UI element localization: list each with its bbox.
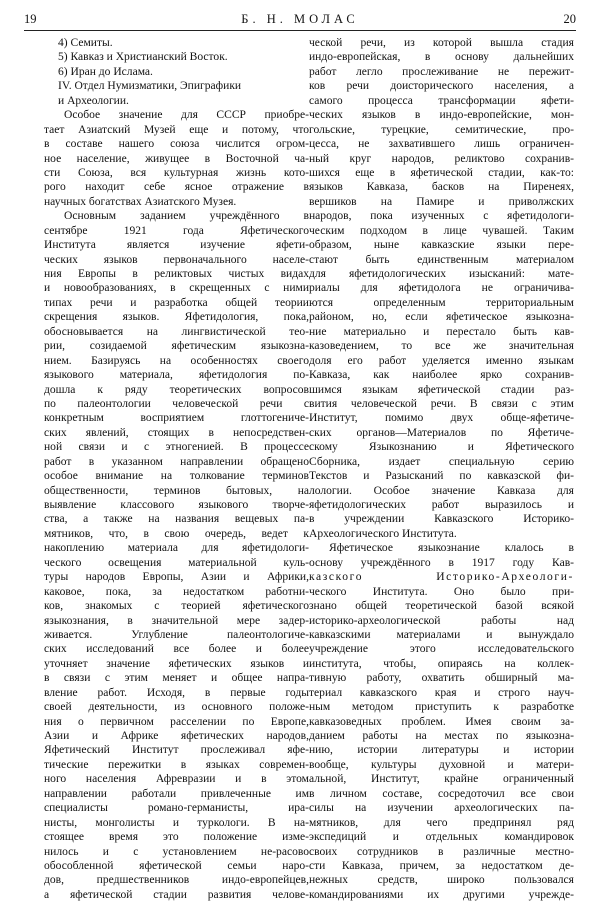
text-line: скрещения языков. Яфетидология, пока, bbox=[44, 311, 309, 324]
text-line: ских явлений, стоящих в непосредствен- bbox=[44, 426, 309, 439]
text-line: ческой речи, из которой вышла стадия bbox=[309, 37, 574, 49]
text-line: Сборника, издает специальную серию bbox=[309, 455, 574, 468]
text-line: мятников, для чего предпринял ряд bbox=[309, 816, 574, 829]
text-line: нилось и с установлением не-расово bbox=[44, 845, 309, 858]
text-line: языкознания, в значительной мере задер- bbox=[44, 614, 309, 627]
text-line: языкового материала, яфетидология по- bbox=[44, 369, 309, 382]
text-line: сентябре 1921 года Яфетического bbox=[44, 224, 309, 237]
running-title: Б. Н. МОЛАС bbox=[241, 12, 359, 26]
text-line: учреждение этого исследовательского bbox=[309, 643, 574, 656]
text-line: ной связи и с этногенией. В процессе bbox=[44, 441, 309, 454]
text-line: Текстов и Разысканий по кавказской фи- bbox=[309, 470, 574, 483]
text-line: народов, пока изученных с яфетидологи- bbox=[309, 210, 574, 223]
text-line: по палеонтологии человеческой речи с bbox=[44, 397, 309, 410]
running-header bbox=[24, 8, 576, 30]
text-line: нию, истории литературы и истории bbox=[309, 744, 574, 757]
text-line: работ легло прослеживание не пережит- bbox=[309, 65, 574, 78]
text-line: кавказскими материалами и вынуждало bbox=[309, 628, 574, 641]
section-heading: IV. Отдел Нумизматики, Эпиграфики bbox=[58, 80, 242, 93]
text-line: ного населения Афревразии и в этом bbox=[44, 773, 309, 786]
text-line: рого находит себе ясное отражение в bbox=[44, 181, 309, 194]
text-line: яфетидологических работ выразилось и bbox=[309, 499, 574, 511]
text-line: ства, а также на названия вещевых па- bbox=[44, 513, 309, 526]
text-line: риалы для яфетидолога не ограничива- bbox=[309, 282, 574, 295]
text-line: работ в указанном направлении обращено bbox=[44, 455, 309, 468]
text-line: научных богатствах Азиатского Музея. bbox=[44, 195, 237, 208]
text-line: накоплению материала для яфетидологи- bbox=[44, 542, 309, 555]
text-line: в личном составе, сосредоточил все свои bbox=[309, 787, 574, 800]
text-line: мятников, что, в свою очередь, ведет к bbox=[44, 527, 309, 540]
text-line: экспедиций и отдельных командировок bbox=[309, 831, 574, 844]
text-line: Основным заданием учреждённого в bbox=[64, 210, 309, 223]
text-line: ния о первичном расселении по Европе, bbox=[44, 715, 309, 728]
text-line: ских органов—Материалов по Яфетиче- bbox=[309, 426, 574, 439]
text-line: ческих языков первоначального населе- bbox=[44, 253, 309, 266]
section-heading: и Археологии. bbox=[58, 94, 129, 107]
text-line: уточняет значение яфетических языков и bbox=[44, 657, 309, 670]
text-line: тает Азиатский Музей еще и потому, что bbox=[44, 123, 309, 136]
text-line: лологии. Особое значение Кавказа для bbox=[309, 484, 574, 497]
text-line: альной, Институт, крайне ограниченный bbox=[309, 773, 574, 786]
text-line: ния Европы в реликтовых чистых видах bbox=[44, 268, 309, 280]
header-rule bbox=[24, 30, 576, 31]
text-line: ков, знакомых с теорией яфетического bbox=[44, 600, 309, 613]
text-line: в составе нашего союза числится огром- bbox=[44, 138, 309, 151]
text-line: самого процесса трансформации яфети- bbox=[309, 94, 574, 107]
text-line: Особое значение для СССР приобре- bbox=[64, 109, 309, 122]
text-line: и новообразованиях, в скрещенных с ними bbox=[44, 282, 309, 295]
text-line: выявление классового языкового творче- bbox=[44, 499, 309, 511]
text-line: дошла к ряду теоретических вопросов bbox=[44, 383, 309, 396]
text-line: кавказоведных проблем. Имея своим за- bbox=[309, 715, 574, 728]
left-column bbox=[44, 36, 309, 902]
text-line: в связи с этим меняет и общее напра- bbox=[44, 672, 309, 685]
text-line: тивную работу, охватить обширный ма- bbox=[309, 672, 574, 685]
list-item: 5) Кавказ и Христианский Восток. bbox=[58, 51, 228, 64]
text-line: Яфетический Институт прослеживал яфе- bbox=[44, 744, 309, 757]
right-column bbox=[309, 36, 574, 902]
text-line: языков Кавказа, басков на Пиренеях, bbox=[309, 181, 574, 194]
text-line: ческого освещения материальной куль- bbox=[44, 556, 309, 569]
text-line: Яфетическое языкознание клалось в bbox=[329, 542, 574, 555]
text-line: Института является изучение яфети- bbox=[44, 239, 309, 252]
text-line: института, чтобы, опираясь на коллек- bbox=[309, 657, 574, 670]
text-line: живается. Углубление палеонтологиче- bbox=[44, 628, 309, 641]
text-line: ние материально и перестало быть кав- bbox=[309, 325, 574, 338]
text-line: сти Кавказа, причем, за недостатком де- bbox=[309, 859, 574, 872]
text-line: дов, предшественников индо-европейцев, bbox=[44, 874, 309, 887]
text-line: специалисты романо-германисты, ира- bbox=[44, 802, 309, 815]
text-line: ских исследований все более и более bbox=[44, 643, 309, 656]
text-line: вление работ. Исходя, в первые годы bbox=[44, 686, 309, 699]
text-line: туры народов Европы, Азии и Африки, bbox=[44, 571, 309, 584]
text-line: районом, но, если яфетическое языкозна- bbox=[309, 311, 574, 324]
text-line: гольские, турецкие, семитические, про- bbox=[309, 123, 574, 136]
text-line: данием работы на местах по языкозна- bbox=[309, 730, 574, 742]
text-line: казского Историко-Археологи- bbox=[309, 571, 574, 584]
text-line: ное население, живущее в Восточной ча- bbox=[44, 152, 309, 165]
text-line: для яфетидологических изысканий: мате- bbox=[309, 268, 574, 280]
text-line: вершиков на Памире и приволжских bbox=[309, 195, 574, 208]
text-line: вития человеческой речи. В связи с этим bbox=[309, 397, 574, 410]
text-line: образом, ныне кавказские языки пере- bbox=[309, 239, 574, 252]
text-line: стоящее время это положение изме- bbox=[44, 831, 309, 844]
text-line: ный круг народов, реликтово сохранив- bbox=[309, 152, 574, 165]
text-line: а яфетической стадии развития челове- bbox=[44, 888, 309, 901]
text-line: Археологического Института. bbox=[309, 527, 457, 540]
text-line: ются определенным территориальным bbox=[309, 296, 574, 309]
text-line: ков речи доисторического населения, а bbox=[309, 80, 574, 93]
text-line: историко-археологической работы над bbox=[309, 614, 574, 627]
text-line: основу учреждённого в 1917 году Кав- bbox=[309, 556, 574, 569]
text-line: вообще, культуры духовной и матери- bbox=[309, 758, 574, 771]
text-line: каковое, пока, за недостатком работни- bbox=[44, 585, 309, 598]
text-line: цесса, не захватившего лишь ограничен- bbox=[309, 138, 574, 151]
text-line: конкретным восприятием глоттогениче- bbox=[44, 412, 309, 425]
text-line: ческих языков в индо-европейские, мон- bbox=[309, 109, 574, 122]
text-line: своих сотрудников в различные местно- bbox=[309, 845, 574, 858]
text-line: Институт, помимо двух обще-яфетиче- bbox=[309, 412, 574, 425]
text-line: нисты, монголисты и туркологи. В на- bbox=[44, 816, 309, 829]
text-line: индо-европейская, в основу дальнейших bbox=[309, 51, 574, 64]
text-line: Кавказа, как наиболее ярко сохранив- bbox=[309, 369, 574, 382]
text-line: ческим подходом в лице чувашей. Таким bbox=[309, 224, 574, 237]
text-line: особое внимание на толкование терминов bbox=[44, 470, 309, 483]
text-line: силы на изучении археологических па- bbox=[309, 802, 574, 815]
text-line: нежных средств, широко пользовался bbox=[309, 874, 574, 887]
text-line: рии, созидаемой яфетическим языкозна- bbox=[44, 340, 309, 353]
text-line: скому Языкознанию и Яфетического bbox=[309, 441, 574, 454]
text-line: общественности, терминов бытовых, на bbox=[44, 484, 309, 497]
text-line: командированиями их другими учрежде- bbox=[309, 888, 574, 901]
list-item: 4) Семиты. bbox=[58, 37, 113, 49]
list-item: 6) Иран до Ислама. bbox=[58, 65, 153, 78]
text-line: своей деятельности, из основного положе- bbox=[44, 701, 309, 714]
text-line: Азии и Африке яфетических народов, bbox=[44, 730, 309, 742]
text-line: в учреждении Кавказского Историко- bbox=[309, 513, 574, 526]
text-line: доля его работ уделяется именно языкам bbox=[309, 354, 574, 367]
text-line: териал кавказского края и строго науч- bbox=[309, 686, 574, 699]
text-line: ным методом приступить к разработке bbox=[309, 701, 574, 714]
text-line: тические пережитки в языках современ- bbox=[44, 758, 309, 771]
text-line: стают быть единственным материалом bbox=[309, 253, 574, 266]
page-number-right: 20 bbox=[563, 12, 576, 26]
text-line: обосновывается на лингвистической тео- bbox=[44, 325, 309, 338]
page-number-left: 19 bbox=[24, 12, 37, 26]
text-line: типах речи и разработка общей теории bbox=[44, 296, 309, 309]
text-line: шихся еще в яфетической стадии, как-то: bbox=[309, 166, 574, 179]
text-line: ческого Института. Оно было при- bbox=[309, 585, 574, 598]
text-line: шимся языкам яфетической стадии раз- bbox=[309, 383, 574, 396]
text-line: обособленной яфетической семьи наро- bbox=[44, 859, 309, 872]
text-line: направлении работали привлеченные им bbox=[44, 787, 309, 800]
text-line: знано общей теоретической базой всякой bbox=[309, 600, 574, 613]
text-line: нием. Базируясь на особенностях своего bbox=[44, 354, 309, 367]
text-line: сти Союза, вся культурная жизнь кото- bbox=[44, 166, 309, 179]
text-line: казоведением, то все же значительная bbox=[309, 340, 574, 353]
